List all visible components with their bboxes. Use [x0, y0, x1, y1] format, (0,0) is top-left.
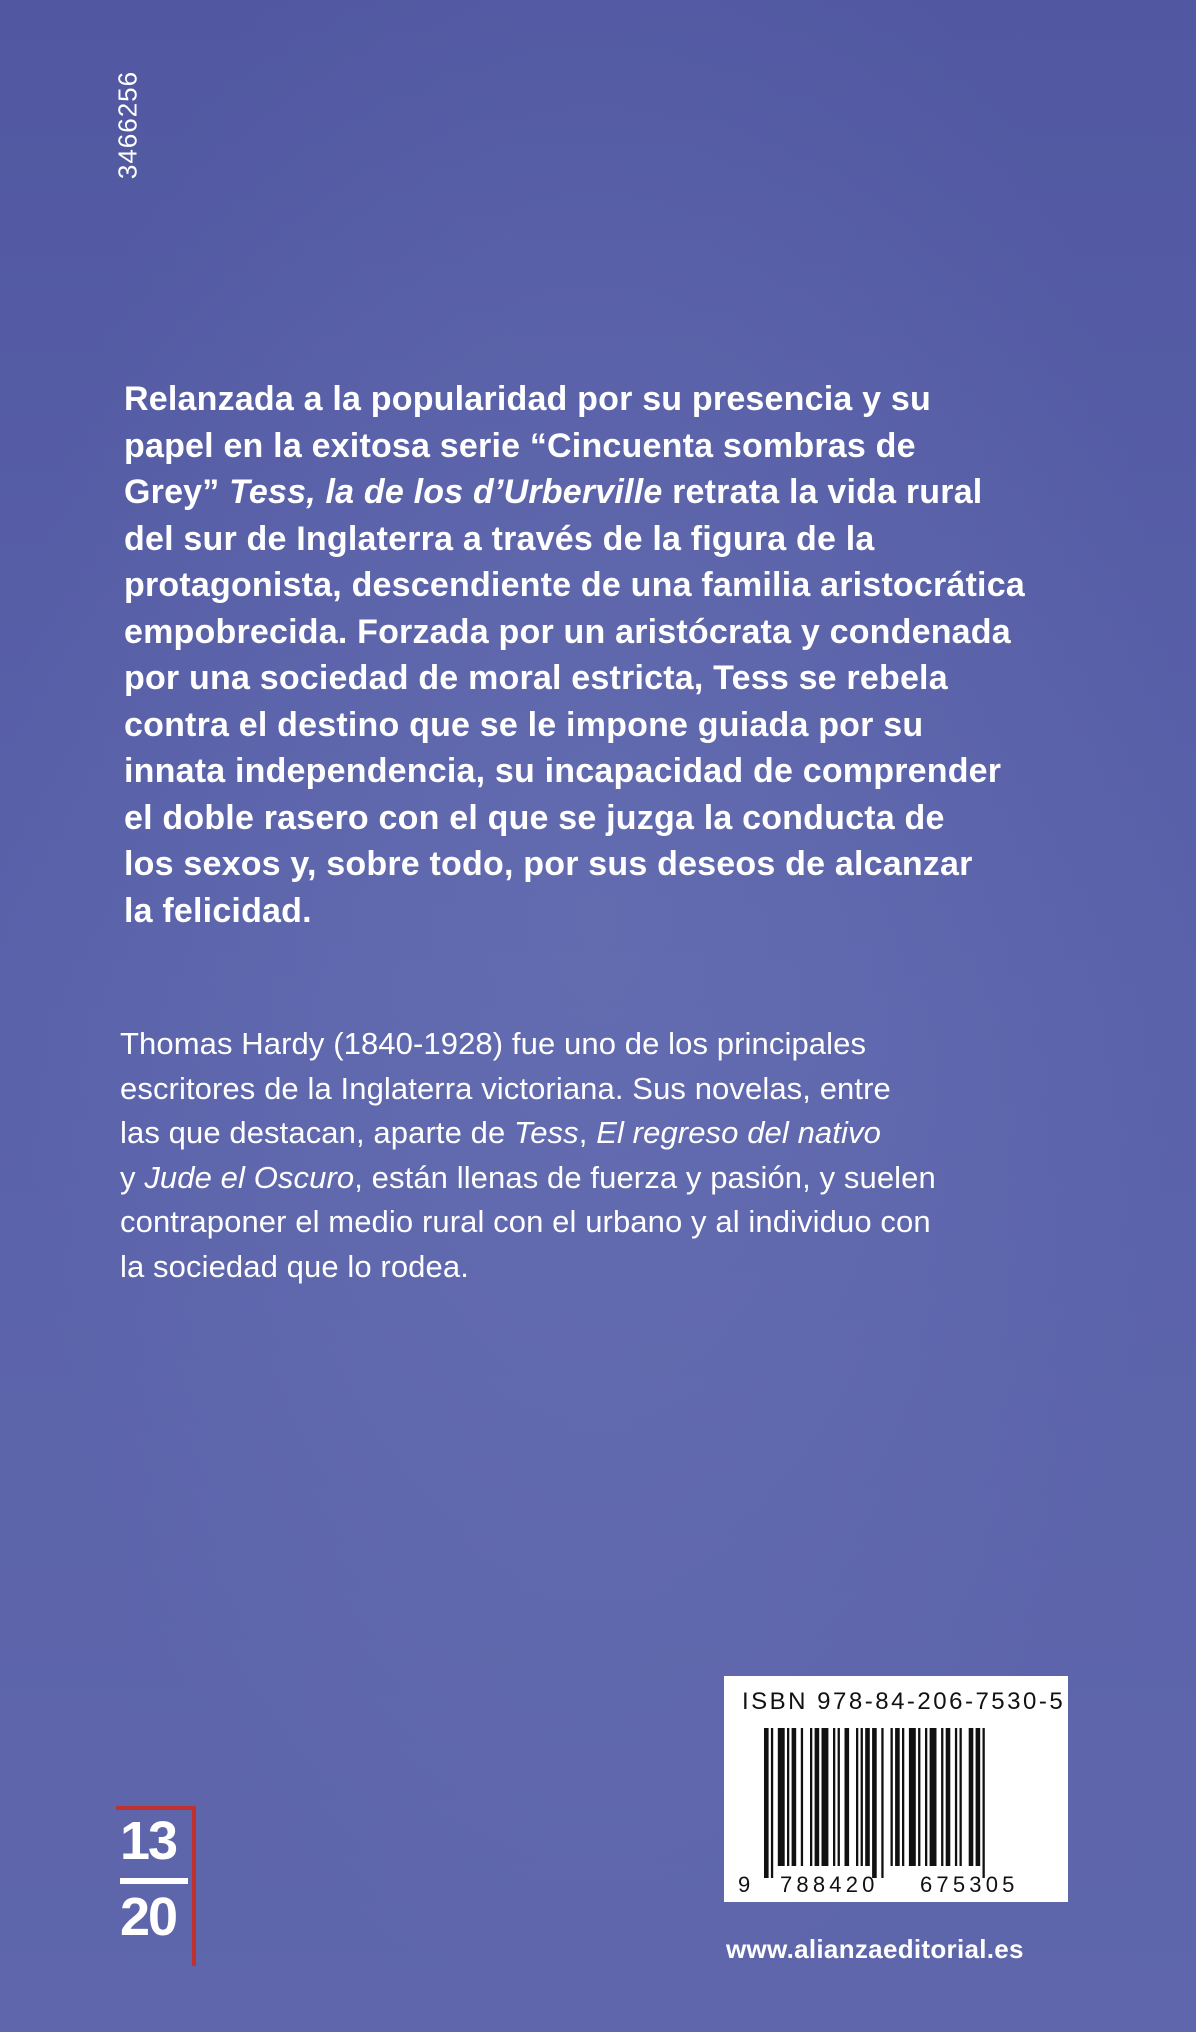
novel-title: Tess: [514, 1115, 579, 1150]
publisher-website: www.alianzaeditorial.es: [726, 1934, 1024, 1964]
synopsis-line: empobrecida. Forzada por un aristócrata y condenada: [124, 612, 1011, 651]
bio-text: las que destacan, aparte de: [120, 1115, 506, 1150]
barcode-bar: [983, 1728, 985, 1878]
barcode-bar: [787, 1728, 789, 1866]
barcode-digits: 788420: [780, 1872, 879, 1897]
barcode-bar: [865, 1728, 870, 1866]
bio-text: ,: [578, 1115, 588, 1150]
barcode-bar: [822, 1728, 829, 1866]
barcode-bar: [801, 1728, 803, 1866]
barcode-bar: [792, 1728, 797, 1866]
barcode-bar: [946, 1728, 951, 1866]
barcode-bar: [872, 1728, 877, 1878]
logo-number-bottom: 20: [120, 1887, 177, 1947]
catalog-code: 3466256: [112, 70, 143, 180]
synopsis-line: [124, 469, 1094, 516]
synopsis-text: retrata la vida rural: [672, 473, 983, 511]
bio-line: la sociedad que lo rodea.: [120, 1248, 469, 1284]
barcode-bar: [771, 1728, 773, 1878]
synopsis-line: por una sociedad de moral estricta, Tess se rebela: [124, 659, 948, 697]
novel-title: El regreso del nativo: [596, 1115, 881, 1150]
bio-line: [120, 1111, 1100, 1156]
synopsis-text: Grey”: [124, 473, 220, 511]
bio-line: [120, 1156, 1100, 1201]
barcode-bar: [925, 1728, 927, 1866]
barcode-bar: [845, 1728, 850, 1866]
logo-number-top: 13: [120, 1811, 177, 1871]
synopsis-line: el doble rasero con el que se juzga la conducta de: [124, 798, 945, 837]
barcode-bar: [778, 1728, 785, 1866]
barcode-bar: [902, 1728, 904, 1866]
synopsis-line: protagonista, descendiente de una familia aristocrática: [124, 566, 1025, 604]
synopsis-line: contra el destino que se le impone guiada por su: [124, 705, 924, 744]
bio-line: Thomas Hardy (1840-1928) fue uno de los principales: [120, 1026, 867, 1061]
synopsis-line: los sexos y, sobre todo, por sus deseos de alcanzar: [124, 845, 973, 883]
synopsis-line: la felicidad.: [124, 891, 312, 930]
collection-logo: [116, 1806, 202, 1970]
barcode-bar: [833, 1728, 835, 1866]
barcode-bar: [895, 1728, 900, 1866]
barcode-bar: [955, 1728, 957, 1866]
synopsis-line: Relanzada a la popularidad por su presencia y su: [124, 380, 931, 418]
bio-text: , están llenas de fuerza y pasión, y suelen: [354, 1159, 936, 1195]
barcode-bar: [891, 1728, 893, 1866]
bio-line: contraponer el medio rural con el urbano y al individuo con: [120, 1204, 931, 1239]
barcode-bar: [930, 1728, 937, 1866]
novel-title: Jude el Oscuro: [144, 1159, 355, 1195]
synopsis: [124, 376, 1094, 934]
bio-line: escritores de la Inglaterra victoriana. Sus novelas, entre: [120, 1070, 891, 1106]
barcode-bar: [861, 1728, 863, 1866]
barcode-bar: [969, 1728, 974, 1866]
isbn-number: ISBN 978-84-206-7530-5: [742, 1688, 1066, 1715]
logo-divider: [120, 1878, 188, 1884]
synopsis-line: del sur de Inglaterra a través de la figura de la: [124, 519, 875, 558]
barcode-bar: [881, 1728, 883, 1878]
barcode-digits: 675305: [920, 1872, 1019, 1897]
book-title: Tess, la de los d’Urberville: [229, 473, 663, 511]
barcode-bar: [810, 1728, 812, 1866]
barcode-icon: [764, 1728, 1052, 1878]
synopsis-line: innata independencia, su incapacidad de comprender: [124, 752, 1002, 790]
barcode-label: [724, 1676, 1068, 1902]
bio-text: y: [120, 1159, 136, 1195]
barcode-bar: [976, 1728, 981, 1866]
barcode-bar: [960, 1728, 962, 1866]
barcode-bar: [918, 1728, 920, 1866]
barcode-digit: 9: [738, 1872, 751, 1897]
barcode-bar: [764, 1728, 769, 1878]
synopsis-line: papel en la exitosa serie “Cincuenta sombras de: [124, 426, 916, 465]
barcode-bar: [815, 1728, 820, 1866]
author-bio: [120, 1022, 1100, 1289]
barcode-bar: [941, 1728, 943, 1866]
barcode-bar: [838, 1728, 840, 1866]
barcode-bar: [856, 1728, 858, 1866]
barcode-bar: [909, 1728, 916, 1866]
